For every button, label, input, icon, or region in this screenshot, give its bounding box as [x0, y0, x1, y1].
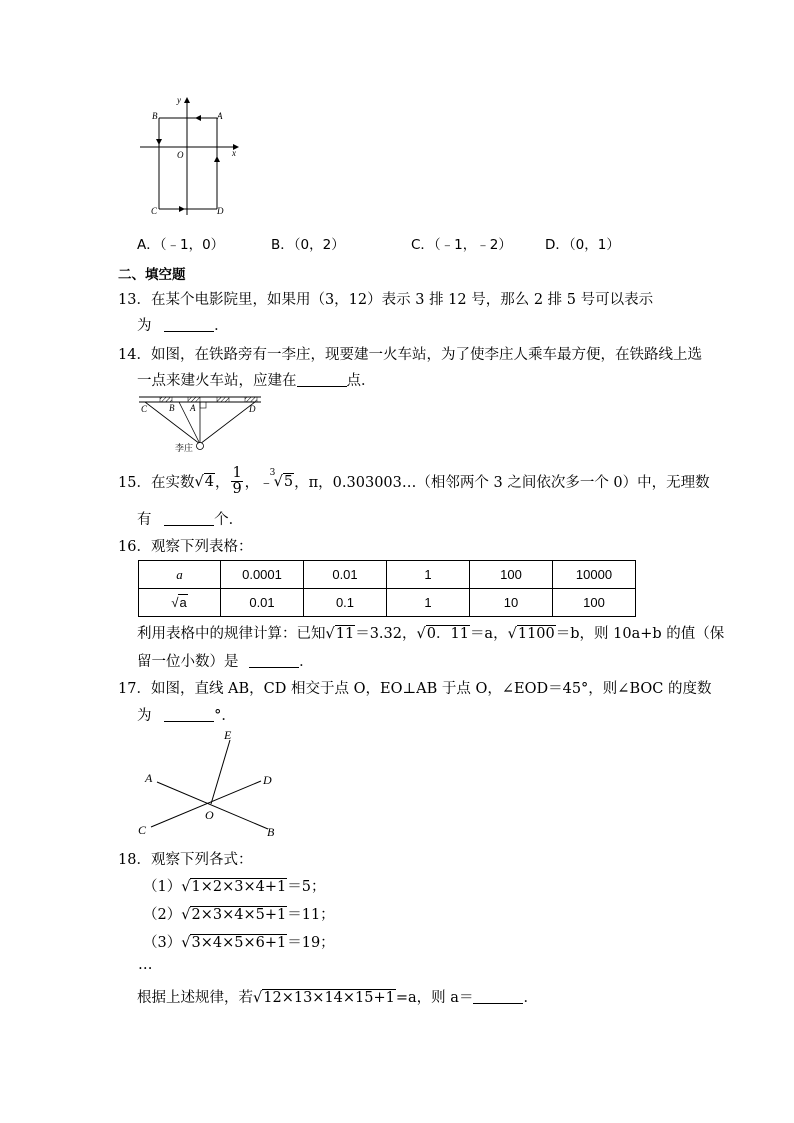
q17-text-line1: 17．如图，直线 AB，CD 相交于点 O，EO⊥AB 于点 O，∠EOD＝45°，则∠BOC 的度数 [118, 681, 712, 697]
table-cell: 0.0001 [221, 561, 304, 589]
q12-option-a[interactable]: A．（﹣1，0） [137, 237, 225, 253]
table-cell: 1 [387, 589, 470, 617]
q18-item-3: （3）√3×4×5×6+1＝19； [143, 935, 335, 951]
q18-title: 18．观察下列各式： [118, 852, 253, 868]
label-x: x [232, 148, 236, 158]
q15-line1: 15．在实数√4， $\frac{1}{9}$ ，﹣ 3 √5，π，0.303003…（相邻两个 3 之间依次多一个 0）中，无理数 [118, 465, 710, 497]
label-c: C [138, 823, 147, 837]
cube-root-5: 3 √5 [269, 467, 294, 490]
q15-line2 [137, 508, 243, 529]
q13-prefix: 为 [137, 318, 152, 334]
line-village-d [200, 402, 255, 444]
q13-text-line1: 13．在某个电影院里，如果用（3，12）表示 3 排 12 号，那么 2 排 5 号可以表示 [118, 292, 654, 308]
section-title-fill-blank: 二、填空题 [118, 267, 186, 283]
q13-line2 [137, 314, 229, 335]
table-row [139, 561, 636, 589]
q18-answer-blank[interactable] [473, 989, 523, 1004]
q12-option-c[interactable]: C．（﹣1，﹣2） [411, 237, 512, 253]
q12-option-b[interactable]: B．（0，2） [271, 237, 345, 253]
q15-suffix: 个． [214, 512, 244, 528]
q18-item-1: （1）√1×2×3×4+1＝5； [143, 879, 326, 895]
table-cell: 10000 [553, 561, 636, 589]
rail-tie [245, 397, 257, 402]
right-angle-mark [200, 402, 206, 408]
table-cell: 100 [470, 561, 553, 589]
q14-answer-blank[interactable] [297, 372, 347, 387]
label-o: O [205, 808, 214, 822]
arrow-b-to-c [156, 139, 162, 145]
label-a: A [190, 403, 196, 413]
q16-line-b: 留一位小数）是 ． [137, 654, 314, 670]
q15-line2-prefix: 有 [137, 512, 152, 528]
label-a: A [145, 771, 153, 785]
q16-line-a: 利用表格中的规律计算：已知√11＝3.32，√0．11＝a，√1100＝b，则 10a+b 的值（保 [137, 626, 725, 642]
label-b: B [169, 403, 175, 413]
village-point [197, 443, 204, 450]
table-cell: 0.1 [304, 589, 387, 617]
q15-answer-blank[interactable] [164, 511, 214, 526]
label-d: D [263, 773, 272, 787]
label-e: E [224, 728, 232, 742]
q14-railway-figure [137, 392, 267, 456]
arrow-d-to-a [214, 156, 220, 162]
table-cell: 0.01 [221, 589, 304, 617]
label-d: D [249, 404, 256, 414]
q18-ellipsis: … [138, 957, 153, 973]
q13-answer-blank[interactable] [164, 317, 214, 332]
table-cell: 10 [470, 589, 553, 617]
label-village: 李庄 [175, 443, 194, 453]
label-c: C [151, 206, 158, 216]
label-o: O [177, 150, 184, 160]
label-a: A [217, 111, 223, 121]
label-b: B [267, 825, 275, 839]
q18-final-line: 根据上述规律，若√12×13×14×15+1=a，则 a＝ ． [137, 990, 538, 1006]
table-row [139, 589, 636, 617]
rail-tie [188, 397, 200, 402]
arrow-a-to-b [195, 115, 201, 121]
q16-title: 16．观察下列表格： [118, 539, 253, 555]
table-cell: 100 [553, 589, 636, 617]
q16-table [138, 560, 636, 617]
label-c: C [141, 404, 148, 414]
row-header-a: a [139, 561, 221, 589]
q16-answer-blank[interactable] [249, 653, 299, 668]
table-cell: 1 [387, 561, 470, 589]
label-d: D [217, 206, 224, 216]
rail-tie [217, 397, 229, 402]
rail-tie [160, 397, 172, 402]
q18-item-2: （2）√2×3×4×5+1＝11； [143, 907, 335, 923]
q12-coordinate-figure [135, 90, 250, 225]
q15-rest: ，π，0.303003…（相邻两个 3 之间依次多一个 0）中，无理数 [294, 475, 710, 491]
q17-answer-blank[interactable] [164, 707, 214, 722]
arrow-c-to-d [179, 206, 185, 212]
label-y: y [177, 95, 181, 105]
q14-line2 [137, 369, 376, 390]
fraction-one-ninth: $\frac{1}{9}$ [232, 465, 242, 497]
q14-prefix: 一点来建火车站，应建在 [137, 373, 297, 389]
label-b: B [152, 111, 158, 121]
q13-suffix: ． [214, 318, 229, 334]
sqrt-4: √4 [194, 473, 214, 490]
q15-prefix: 15．在实数 [118, 475, 195, 491]
q14-text-line1: 14．如图，在铁路旁有一李庄，现要建一火车站，为了使李庄人乘车最方便，在铁路线上选 [118, 347, 702, 363]
row-header-sqrt-a: √a [139, 589, 221, 617]
table-cell: 0.01 [304, 561, 387, 589]
q17-line2: 为 °． [137, 708, 236, 724]
q14-suffix: 点． [346, 373, 376, 389]
q12-option-d[interactable]: D．（0，1） [545, 237, 620, 253]
q17-lines-figure [135, 726, 285, 841]
ray-oe [211, 740, 230, 804]
